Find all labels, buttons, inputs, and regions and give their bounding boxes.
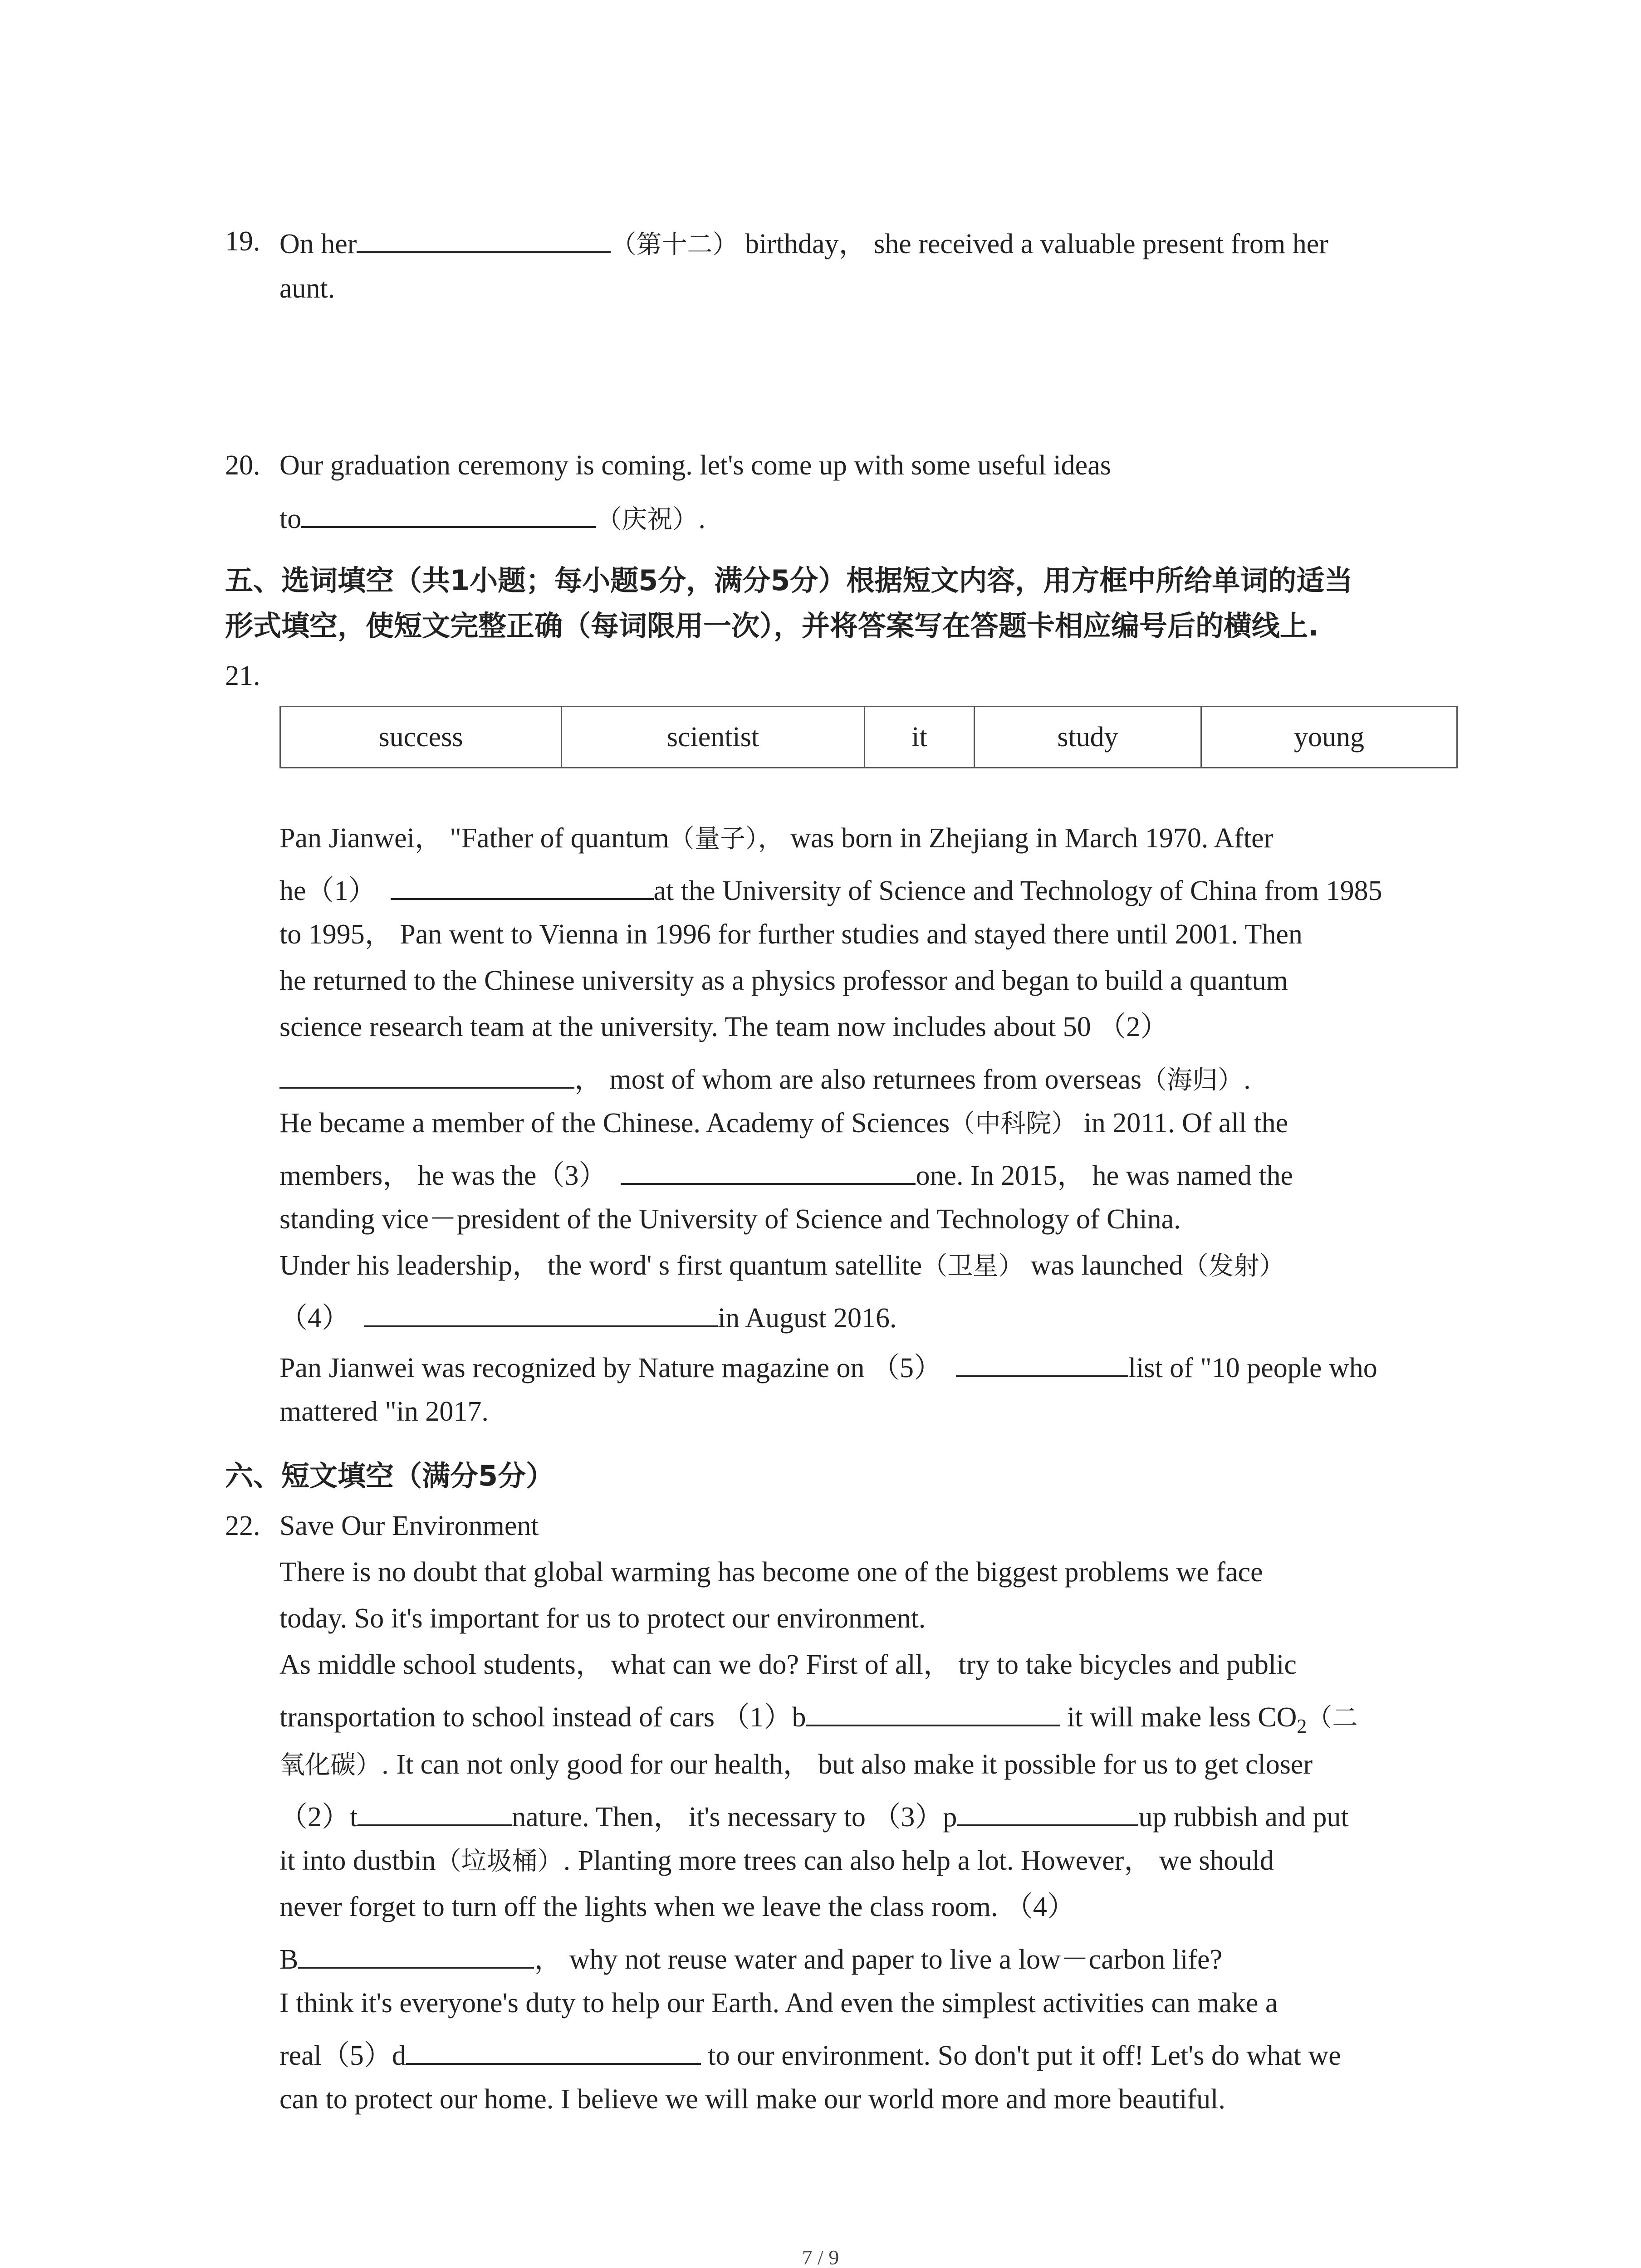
passage-text: one. In 2015， he was named the xyxy=(916,1160,1293,1191)
hint-academy: （中科院） xyxy=(950,1109,1077,1139)
passage-text: Pan Jianwei， "Father of quantum xyxy=(279,823,669,854)
q19-text-line2: aunt. xyxy=(279,273,335,304)
hint-co2-part2: 氧化碳）. xyxy=(279,1750,389,1780)
q21-blank-2[interactable] xyxy=(279,1059,574,1089)
q22-number: 22. xyxy=(225,1510,260,1541)
passage-text: at the University of Science and Technology of China from 1985 xyxy=(653,875,1382,906)
passage-text: members， he was the（3） xyxy=(279,1160,607,1191)
hint-returnees: （海归）. xyxy=(1141,1066,1251,1095)
passage-text: real（5）d xyxy=(279,2040,406,2071)
passage-text: mattered "in 2017. xyxy=(279,1396,489,1427)
hint-launch: （发射） xyxy=(1183,1251,1285,1281)
passage-text: was born in Zhejiang in March 1970. After xyxy=(783,823,1274,854)
passage-text: Planting more trees can also help a lot. However， we should xyxy=(571,1845,1274,1876)
q22-blank-1[interactable] xyxy=(806,1696,1060,1726)
q20-number: 20. xyxy=(225,450,260,481)
word-bank-cell: success xyxy=(281,707,562,767)
passage-text: never forget to turn off the lights when we leave the class room. （4） xyxy=(279,1892,1075,1922)
q22-blank-2[interactable] xyxy=(358,1796,512,1826)
q22-blank-3[interactable] xyxy=(957,1796,1138,1826)
word-bank-cell: it xyxy=(865,707,975,767)
passage-text: it into dustbin xyxy=(279,1845,436,1876)
section6-heading: 六、短文填空（满分5分） xyxy=(225,1459,554,1492)
passage-text: He became a member of the Chinese. Academy of Sciences xyxy=(279,1108,950,1139)
co2-subscript: 2 xyxy=(1297,1715,1307,1737)
hint-co2-part1: （二 xyxy=(1307,1703,1358,1733)
q19-text-pre: On her xyxy=(279,229,357,259)
q19-number: 19. xyxy=(225,226,260,257)
passage-text: As middle school students， what can we do? First of all， try to take bicycles and public xyxy=(279,1649,1297,1680)
passage-text: standing vice－president of the University of Science and Technology of China. xyxy=(279,1204,1181,1235)
section5-heading-line2: 形式填空，使短文完整正确（每词限用一次），并将答案写在答题卡相应编号后的横线上. xyxy=(225,609,1319,642)
passage-text: was launched xyxy=(1024,1250,1183,1281)
q21-blank-1[interactable] xyxy=(391,870,654,900)
passage-text: up rubbish and put xyxy=(1138,1802,1349,1833)
passage-text: （2）t xyxy=(279,1802,358,1833)
passage-text: There is no doubt that global warming has become one of the biggest problems we face xyxy=(279,1557,1263,1588)
passage-text: （4） xyxy=(279,1303,350,1334)
q20-text-pre: to xyxy=(279,503,302,534)
hint-dustbin: （垃圾桶）. xyxy=(436,1847,571,1876)
word-bank-table xyxy=(279,706,1458,768)
passage-text: science research team at the university. The team now includes about 50 （2） xyxy=(279,1012,1169,1042)
passage-text: to 1995， Pan went to Vienna in 1996 for further studies and stayed there until 2001. Then xyxy=(279,919,1303,950)
passage-text: transportation to school instead of cars （1）b xyxy=(279,1702,806,1733)
q22-title: Save Our Environment xyxy=(279,1510,539,1541)
page-number: 7 / 9 xyxy=(802,2246,839,2268)
q21-blank-5[interactable] xyxy=(956,1347,1128,1377)
hint-quantum: （量子）， xyxy=(669,824,784,854)
q19-answer-blank[interactable] xyxy=(357,223,611,253)
q20-text-line1: Our graduation ceremony is coming. let's come up with some useful ideas xyxy=(279,450,1111,481)
word-bank-cell: young xyxy=(1294,721,1364,753)
passage-text: can to protect our home. I believe we will make our world more and more beautiful. xyxy=(279,2084,1225,2115)
hint-satellite: （卫星） xyxy=(922,1251,1024,1281)
passage-text: he returned to the Chinese university as a physics professor and began to build a quantum xyxy=(279,965,1288,996)
passage-text: B xyxy=(279,1944,299,1975)
passage-text: I think it's everyone's duty to help our Earth. And even the simplest activities can make a xyxy=(279,1988,1278,2019)
q19-text-post: birthday， she received a valuable present from her xyxy=(738,229,1328,259)
q20-hint: （庆祝）. xyxy=(596,505,706,534)
passage-text: ， most of whom are also returnees from overseas xyxy=(574,1064,1141,1095)
q22-blank-5[interactable] xyxy=(406,2035,701,2065)
q22-blank-4[interactable] xyxy=(298,1939,534,1969)
q20-answer-blank[interactable] xyxy=(301,498,596,528)
passage-text: in 2011. Of all the xyxy=(1077,1108,1288,1139)
passage-text: Under his leadership， the word' s first quantum satellite xyxy=(279,1250,922,1281)
passage-text: to our environment. So don't put it off! Let's do what we xyxy=(700,2040,1341,2071)
passage-text: he（1） xyxy=(279,875,377,906)
passage-text: ， why not reuse water and paper to live a low－carbon life? xyxy=(534,1944,1223,1975)
passage-text: Pan Jianwei was recognized by Nature magazine on （5） xyxy=(279,1353,942,1383)
word-bank-cell: scientist xyxy=(562,707,865,767)
passage-text: nature. Then， it's necessary to （3）p xyxy=(512,1802,957,1833)
passage-text: in August 2016. xyxy=(718,1303,897,1334)
section5-heading-line1: 五、选词填空（共1小题；每小题5分，满分5分）根据短文内容，用方框中所给单词的适当 xyxy=(225,564,1353,597)
q19-hint: （第十二） xyxy=(611,230,738,259)
passage-text: today. So it's important for us to protect our environment. xyxy=(279,1603,926,1634)
word-bank-cell: study xyxy=(975,707,1202,767)
passage-text: list of "10 people who xyxy=(1128,1353,1377,1383)
passage-text: It can not only good for our health， but also make it possible for us to get closer xyxy=(389,1749,1313,1780)
q21-blank-3[interactable] xyxy=(621,1155,916,1185)
q21-blank-4[interactable] xyxy=(364,1297,718,1327)
q21-number: 21. xyxy=(225,660,260,691)
passage-text: it will make less CO xyxy=(1060,1702,1297,1733)
